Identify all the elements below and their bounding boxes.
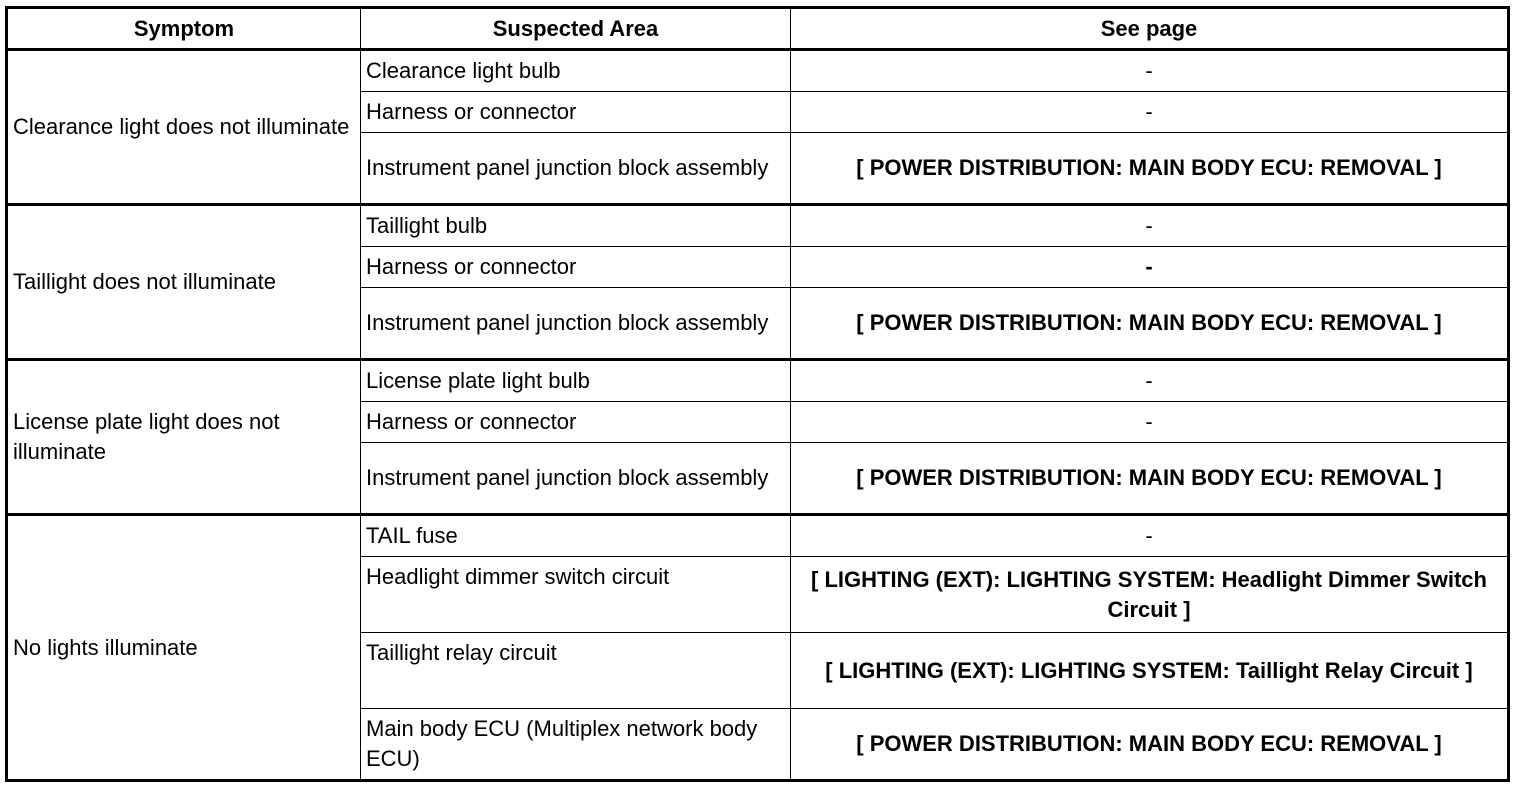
page-cell: - — [791, 360, 1509, 402]
area-cell: Instrument panel junction block assembly — [361, 443, 791, 515]
page-reference-link[interactable]: [ POWER DISTRIBUTION: MAIN BODY ECU: REMOVAL ] — [791, 288, 1509, 360]
area-cell: Taillight bulb — [361, 205, 791, 247]
page-reference-link[interactable]: [ LIGHTING (EXT): LIGHTING SYSTEM: Taillight Relay Circuit ] — [791, 633, 1509, 709]
table-row — [7, 515, 1509, 557]
page-cell: - — [791, 515, 1509, 557]
symptom-table — [5, 6, 1510, 782]
page-cell: - — [791, 92, 1509, 133]
header-symptom: Symptom — [7, 8, 361, 50]
header-see-page: See page — [791, 8, 1509, 50]
page-cell: - — [791, 247, 1509, 288]
table-row — [7, 205, 1509, 247]
page-reference-link[interactable]: [ LIGHTING (EXT): LIGHTING SYSTEM: Headlight Dimmer Switch Circuit ] — [791, 557, 1509, 633]
area-cell: Instrument panel junction block assembly — [361, 288, 791, 360]
table-row — [7, 50, 1509, 92]
page-cell: - — [791, 402, 1509, 443]
header-row — [7, 8, 1509, 50]
area-cell: License plate light bulb — [361, 360, 791, 402]
header-suspected-area: Suspected Area — [361, 8, 791, 50]
symptom-cell: License plate light does not illuminate — [7, 360, 361, 515]
area-cell: Taillight relay circuit — [361, 633, 791, 709]
area-cell: Instrument panel junction block assembly — [361, 133, 791, 205]
area-cell: TAIL fuse — [361, 515, 791, 557]
area-cell: Harness or connector — [361, 92, 791, 133]
area-cell: Main body ECU (Multiplex network body ECU) — [361, 709, 791, 781]
area-cell: Clearance light bulb — [361, 50, 791, 92]
area-cell: Harness or connector — [361, 402, 791, 443]
page-reference-link[interactable]: [ POWER DISTRIBUTION: MAIN BODY ECU: REMOVAL ] — [791, 443, 1509, 515]
symptom-cell: Taillight does not illuminate — [7, 205, 361, 360]
page-reference-link[interactable]: [ POWER DISTRIBUTION: MAIN BODY ECU: REMOVAL ] — [791, 133, 1509, 205]
table-row — [7, 360, 1509, 402]
page-reference-link[interactable]: [ POWER DISTRIBUTION: MAIN BODY ECU: REMOVAL ] — [791, 709, 1509, 781]
symptom-cell: Clearance light does not illuminate — [7, 50, 361, 205]
area-cell: Harness or connector — [361, 247, 791, 288]
page-cell: - — [791, 205, 1509, 247]
page-cell: - — [791, 50, 1509, 92]
symptom-cell: No lights illuminate — [7, 515, 361, 781]
area-cell: Headlight dimmer switch circuit — [361, 557, 791, 633]
